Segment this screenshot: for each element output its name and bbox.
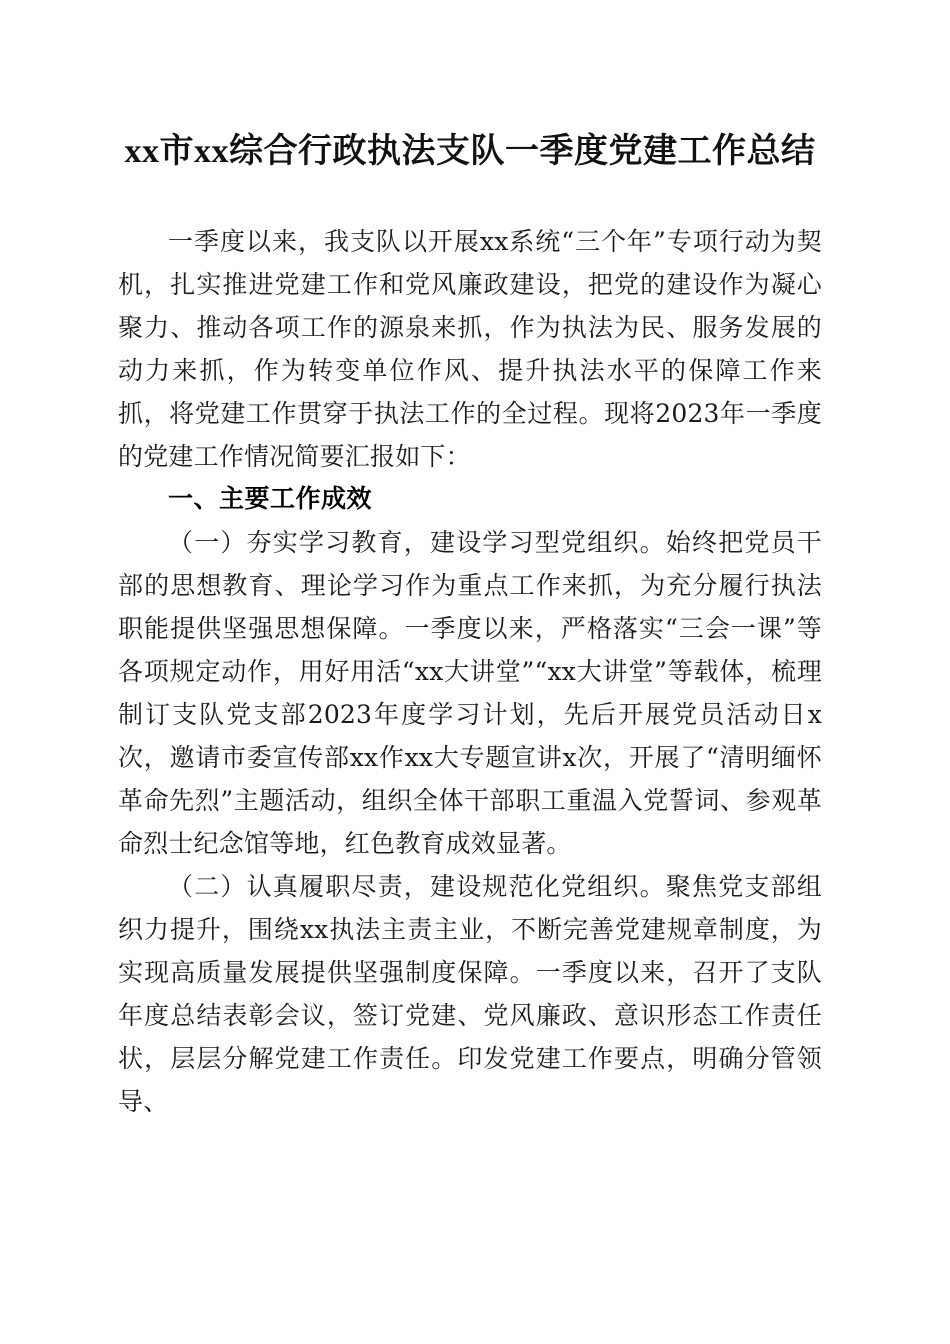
paragraph-subsection-two: （二）认真履职尽责，建设规范化党组织。聚焦党支部组织力提升，围绕xx执法主责主业，不断完善党建规章制度，为实现高质量发展提供坚强制度保障。一季度以来，召开了支队年度总结表彰会议，签订党建、党风廉政、意识形态工作责任状，层层分解党建工作责任。印发党建工作要点，明确分管领导、 (118, 872, 822, 1116)
paragraph-intro: 一季度以来，我支队以开展xx系统“三个年”专项行动为契机，扎实推进党建工作和党风廉政建设，把党的建设作为凝心聚力、推动各项工作的源泉来抓，作为执法为民、服务发展的动力来抓，作为转变单位作风、提升执法水平的保障工作来抓，将党建工作贯穿于执法工作的全过程。现将2023年一季度的党建工作情况简要汇报如下： (118, 227, 822, 471)
document-content-column (118, 0, 822, 1123)
document-body (118, 220, 822, 1123)
document-title: xx市xx综合行政执法支队一季度党建工作总结 (124, 133, 816, 170)
section-heading-main-achievements: 一、主要工作成效 (168, 485, 373, 513)
paragraph-subsection-one: （一）夯实学习教育，建设学习型党组织。始终把党员干部的思想教育、理论学习作为重点工作来抓，为充分履行执法职能提供坚强思想保障。一季度以来，严格落实“三会一课”等各项规定动作，用好用活“xx大讲堂”“xx大讲堂”等载体，梳理制订支队党支部2023年度学习计划，先后开展党员活动日x次，邀请市委宣传部xx作xx大专题宣讲x次，开展了“清明缅怀革命先烈”主题活动，组织全体干部职工重温入党誓词、参观革命烈士纪念馆等地，红色教育成效显著。 (118, 528, 822, 858)
